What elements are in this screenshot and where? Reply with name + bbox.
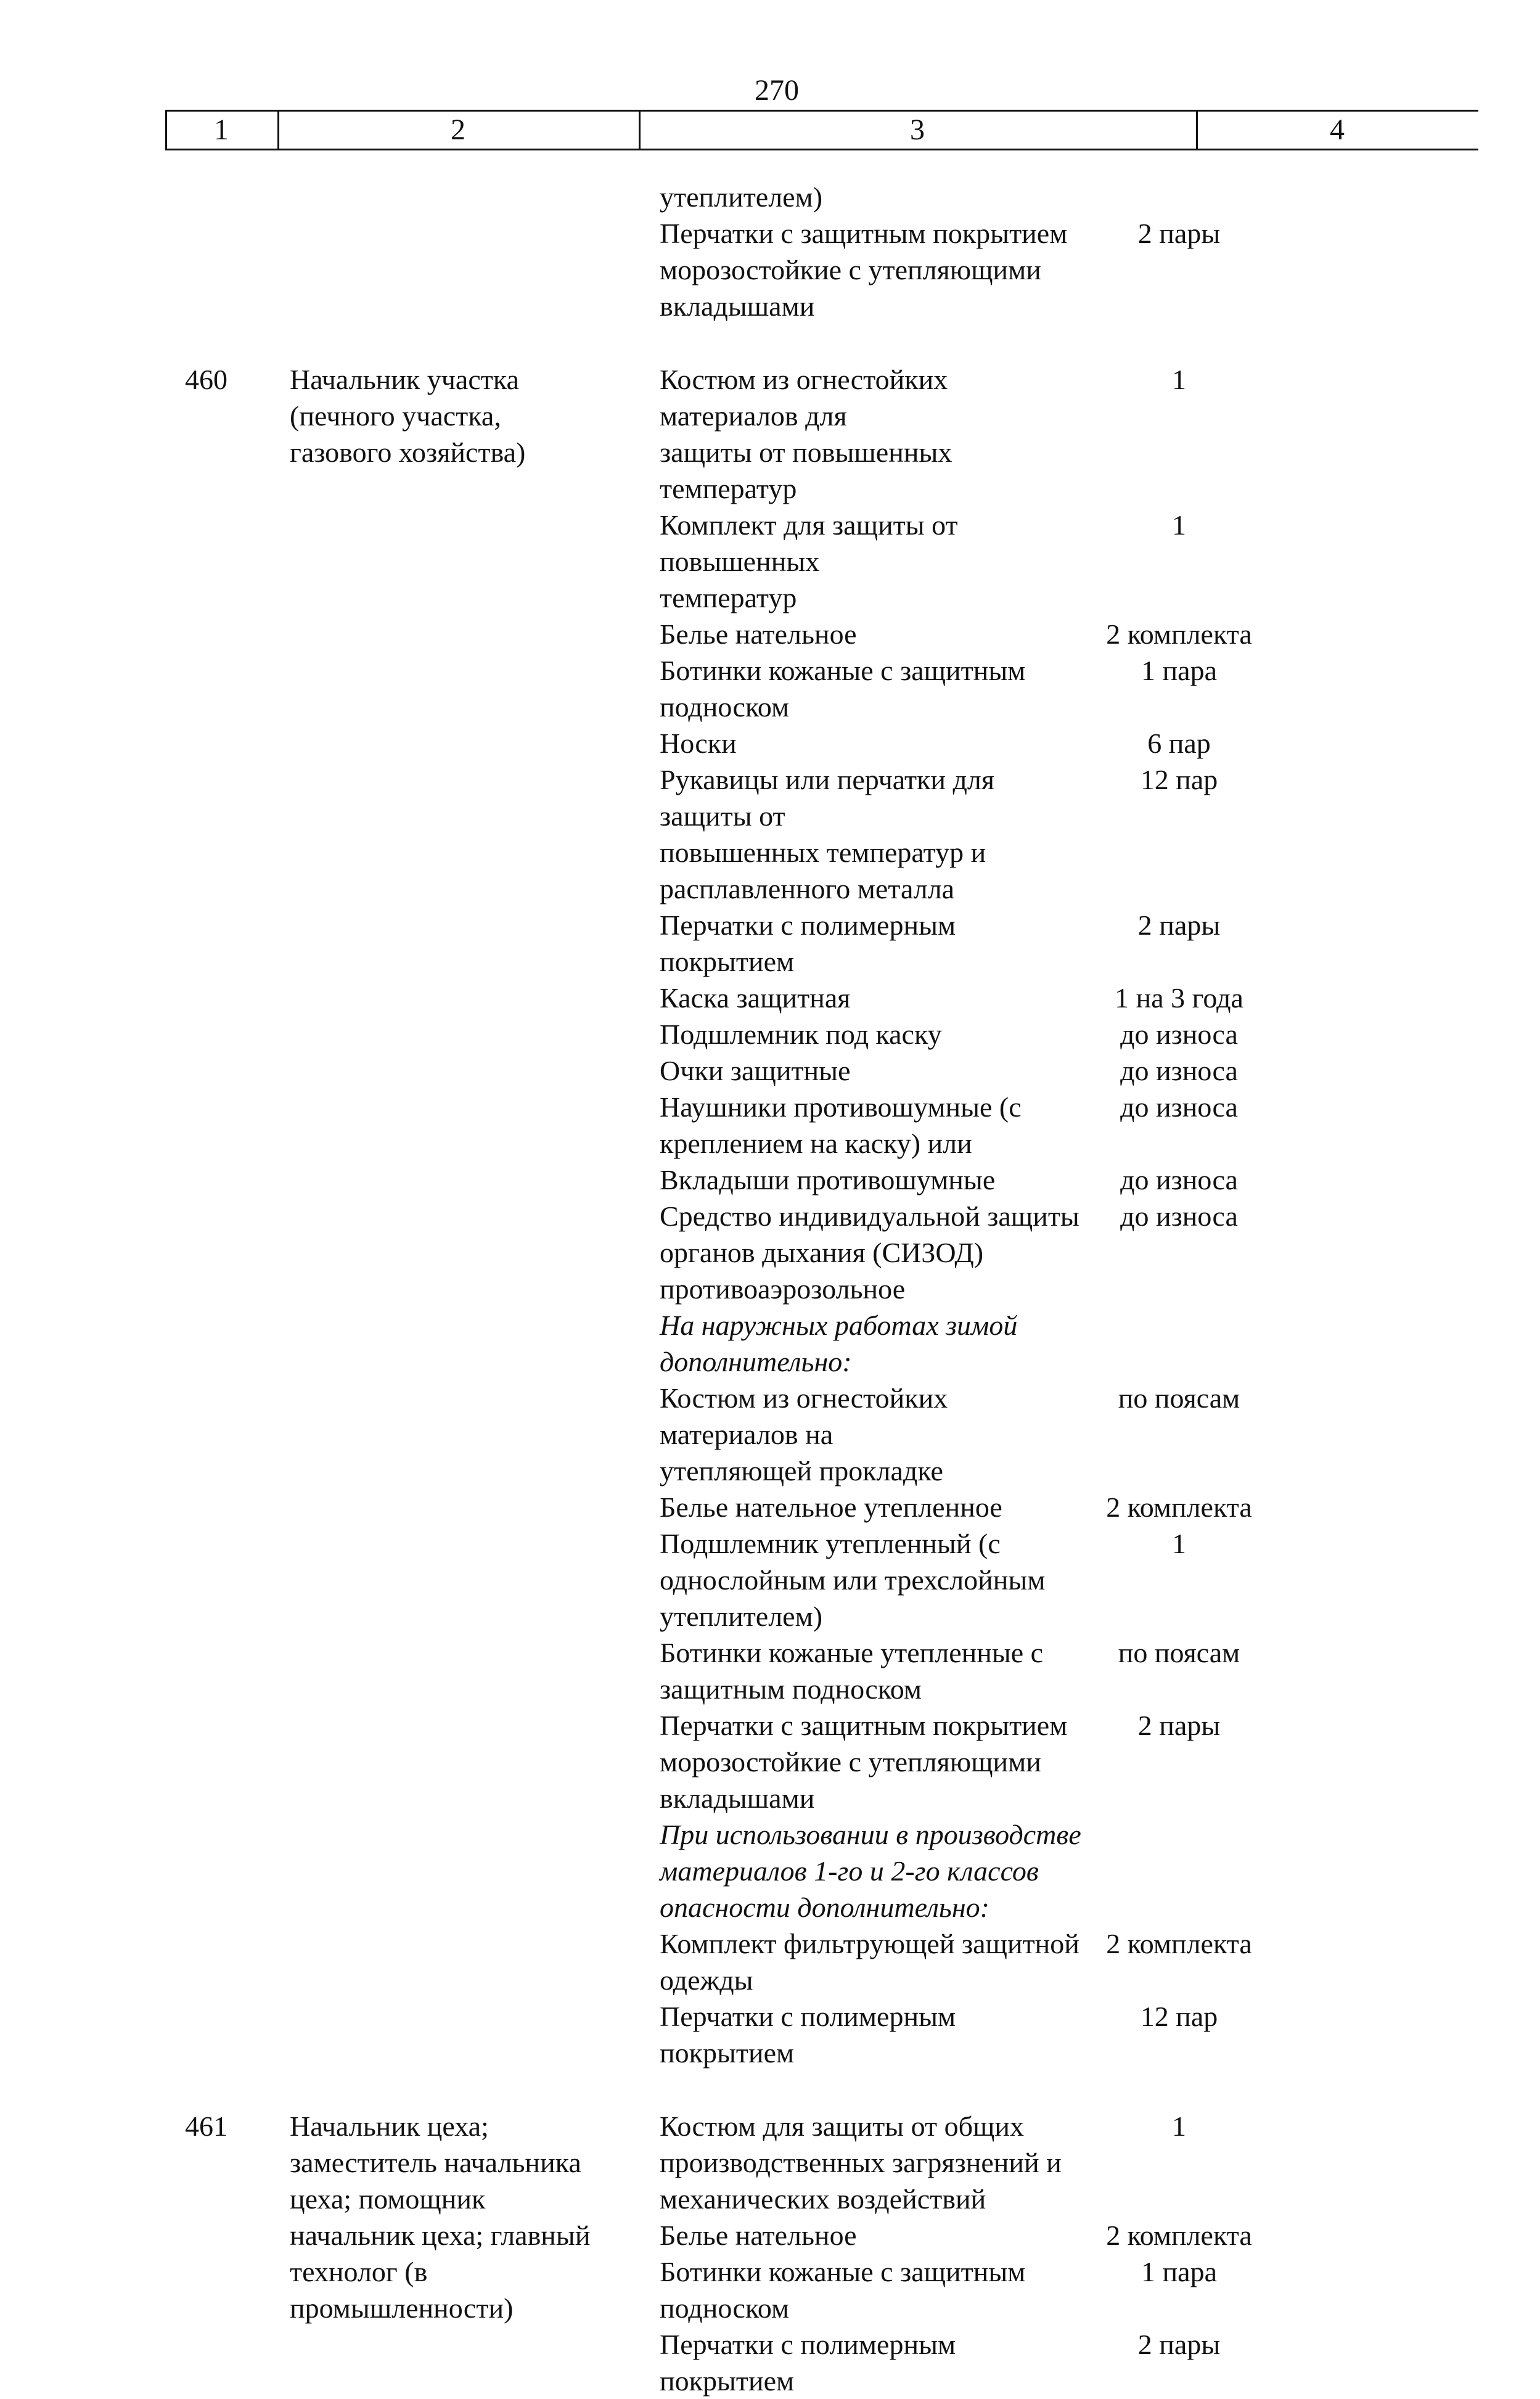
item-quantity: 1 <box>1172 1528 1187 1559</box>
item-quantity: 1 <box>1172 364 1187 395</box>
item-name: Вкладыши противошумные <box>660 1164 996 1195</box>
item-name: Комплект фильтрующей защитной одежды <box>660 1928 1079 1996</box>
item-quantity: по поясам <box>1118 1637 1240 1668</box>
row-number: 461 <box>185 2110 227 2142</box>
list-item <box>660 1489 1276 1525</box>
item-name: Белье нательное <box>660 618 857 650</box>
list-item <box>660 980 1276 1016</box>
item-quantity: 1 пара <box>1141 2256 1217 2287</box>
list-item <box>660 1089 1276 1162</box>
item-name: Перчатки с полимерным покрытием <box>660 909 956 977</box>
item-name: Подшлемник утепленный (с однослойным или трехслойным утеплителем) <box>660 1528 1046 1632</box>
page-number: 270 <box>755 74 799 107</box>
list-item <box>660 761 1276 907</box>
list-item <box>660 1998 1276 2071</box>
item-name: Подшлемник под каску <box>660 1019 942 1050</box>
item-quantity: 2 пары <box>1137 909 1221 941</box>
item-quantity: 1 пара <box>1141 655 1217 686</box>
list-item <box>660 1707 1276 1816</box>
item-quantity: 2 пары <box>1137 1710 1221 1741</box>
item-quantity: 6 пар <box>1147 728 1211 759</box>
section-note: При использовании в производстве материалов 1-го и 2-го классов опасности дополнительно: <box>660 1819 1081 1923</box>
item-name: Наушники противошумные (с креплением на каску) или <box>660 1091 1022 1159</box>
list-item <box>660 507 1276 616</box>
item-quantity: 12 пар <box>1140 2001 1218 2032</box>
item-name: Ботинки кожаные с защитным подноском <box>660 655 1026 723</box>
item-name: Рукавицы или перчатки для защиты от повышенных температур и расплавленного металла <box>660 764 995 904</box>
item-name: Ботинки кожаные с защитным подноском <box>660 2256 1026 2324</box>
continuation-row <box>0 179 1540 324</box>
item-quantity: до износа <box>1120 1019 1238 1050</box>
list-item <box>660 725 1276 761</box>
item-name: Костюм из огнестойких материалов для защиты от повышенных температур <box>660 364 952 504</box>
item-name: Каска защитная <box>660 982 851 1014</box>
item-quantity: 1 <box>1172 2110 1187 2142</box>
table-row <box>0 2108 1540 2399</box>
item-list <box>660 361 1276 2071</box>
item-list <box>660 2108 1276 2399</box>
item-name: Белье нательное утепленное <box>660 1491 1002 1523</box>
header-col-3: 3 <box>910 113 925 146</box>
item-quantity: 2 пары <box>1137 218 1221 249</box>
item-name: Костюм из огнестойких материалов на утепляющей прокладке <box>660 1382 948 1487</box>
item-name: Ботинки кожаные утепленные с защитным подноском <box>660 1637 1044 1705</box>
item-name: Перчатки с защитным покрытием морозостойкие с утепляющими вкладышами <box>660 218 1068 322</box>
item-quantity: 1 на 3 года <box>1115 982 1243 1014</box>
item-quantity: 2 комплекта <box>1106 1928 1252 1959</box>
row-number: 460 <box>185 364 227 395</box>
list-item <box>660 1925 1276 1998</box>
item-name: Перчатки с защитным покрытием морозостойкие с утепляющими вкладышами <box>660 1710 1068 1814</box>
list-item <box>660 2253 1276 2326</box>
header-col-2: 2 <box>451 113 465 146</box>
list-item <box>660 1016 1276 1052</box>
item-quantity: до износа <box>1120 1055 1238 1086</box>
list-item <box>660 1380 1276 1489</box>
item-name: Комплект для защиты от повышенных температур <box>660 509 958 613</box>
section-note: На наружных работах зимой дополнительно: <box>660 1310 1018 1377</box>
header-col-1: 1 <box>214 113 229 146</box>
item-name: Носки <box>660 728 737 759</box>
list-item <box>660 1816 1276 1925</box>
item-name: Белье нательное <box>660 2220 857 2251</box>
list-item <box>660 1198 1276 1307</box>
item-quantity: 2 комплекта <box>1106 2220 1252 2251</box>
item-name: Перчатки с полимерным покрытием <box>660 2001 956 2069</box>
list-item <box>660 1525 1276 1634</box>
item-quantity: 1 <box>1172 509 1187 541</box>
item-quantity: по поясам <box>1118 1382 1240 1414</box>
list-item <box>660 1052 1276 1089</box>
item-quantity: до износа <box>1120 1164 1238 1195</box>
item-quantity: 12 пар <box>1140 764 1218 795</box>
list-item <box>660 2217 1276 2253</box>
list-item <box>660 2108 1276 2217</box>
list-item <box>660 652 1276 725</box>
table-row <box>0 361 1540 2071</box>
list-item <box>660 1162 1276 1198</box>
item-name: Перчатки с полимерным покрытием <box>660 2329 956 2397</box>
column-header-table <box>165 110 1478 150</box>
header-col-4: 4 <box>1330 113 1345 146</box>
item-quantity: до износа <box>1120 1091 1238 1123</box>
position-name: Начальник цеха; заместитель начальника цеха; помощник начальник цеха; главный технолог (в промышленности) <box>290 2110 591 2324</box>
item-quantity: 2 пары <box>1137 2329 1221 2360</box>
item-name: Средство индивидуальной защиты органов дыхания (СИЗОД) противоаэрозольное <box>660 1200 1079 1305</box>
position-name: Начальник участка (печного участка, газового хозяйства) <box>290 364 526 468</box>
item-name: Костюм для защиты от общих производственных загрязнений и механических воздействий <box>660 2110 1062 2215</box>
item-quantity: 2 комплекта <box>1106 1491 1252 1523</box>
list-item <box>660 1634 1276 1707</box>
list-item <box>660 215 1276 324</box>
list-item <box>660 2326 1276 2399</box>
list-item <box>660 179 1276 215</box>
list-item <box>660 907 1276 980</box>
list-item <box>660 616 1276 652</box>
list-item <box>660 361 1276 507</box>
item-name: Очки защитные <box>660 1055 851 1086</box>
item-list <box>660 179 1276 324</box>
item-quantity: 2 комплекта <box>1106 618 1252 650</box>
item-quantity: до износа <box>1120 1200 1238 1232</box>
item-name: утеплителем) <box>660 181 823 213</box>
table-body <box>0 179 1540 2399</box>
list-item <box>660 1307 1276 1380</box>
